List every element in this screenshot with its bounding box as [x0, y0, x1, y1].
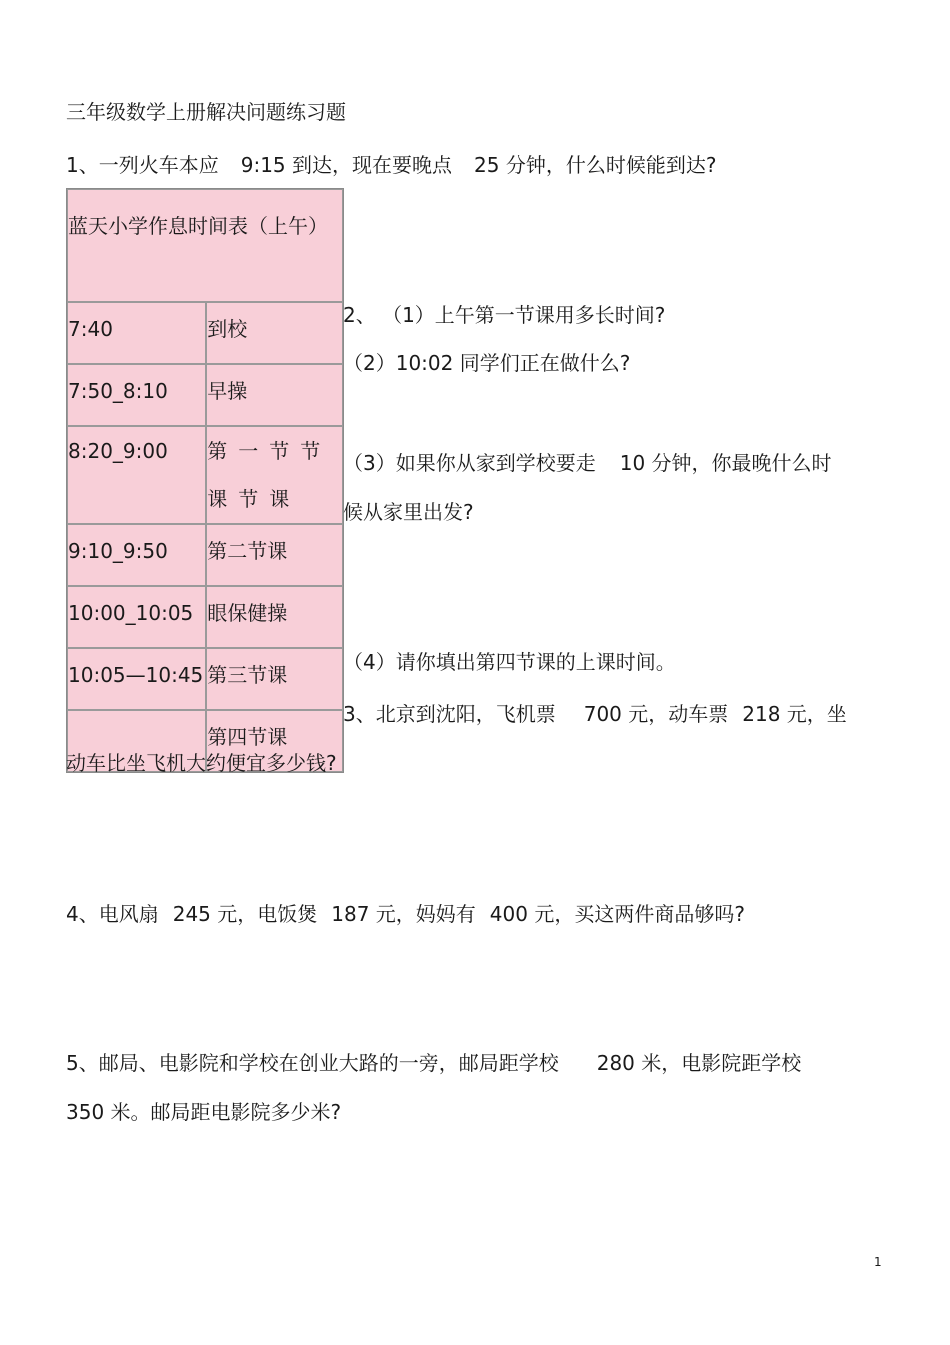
- table-row: [67, 524, 343, 586]
- schedule-activity: 到校: [206, 302, 343, 364]
- question-4: [66, 900, 745, 928]
- q3-text-c: 218 元，坐: [742, 702, 847, 726]
- table-row: [67, 426, 343, 524]
- schedule-activity: 眼保健操: [206, 586, 343, 648]
- question-3-cont: 动车比坐飞机大约便宜多少钱?: [66, 751, 337, 775]
- question-5-cont: 350 米。邮局距电影院多少米?: [66, 1100, 342, 1124]
- table-row: [67, 364, 343, 426]
- q1-text-c: 25 分钟，什么时候能到达?: [474, 153, 717, 177]
- q4-text-a: 4、电风扇: [66, 902, 159, 926]
- question-3: [343, 700, 847, 728]
- schedule-activity: 第二节课: [206, 524, 343, 586]
- q1-text-a: 1、一列火车本应: [66, 153, 219, 177]
- schedule-time: 10:05—10:45: [67, 648, 206, 710]
- q4-text-d: 400 元，买这两件商品够吗?: [489, 902, 745, 926]
- schedule-time: 7:40: [67, 302, 206, 364]
- q2-part-3: [343, 449, 832, 477]
- q5-text-a: 5、邮局、电影院和学校在创业大路的一旁，邮局距学校: [66, 1051, 559, 1075]
- q2-part-3-cont: 候从家里出发?: [343, 500, 474, 524]
- schedule-time: 9:10_9:50: [67, 524, 206, 586]
- schedule-activity: 第三节课: [206, 648, 343, 710]
- q4-text-b: 245 元，电饭煲: [172, 902, 318, 926]
- q2-part-3-a: （3）如果你从家到学校要走: [343, 451, 596, 475]
- schedule-time: 10:00_10:05: [67, 586, 206, 648]
- schedule-time: 7:50_8:10: [67, 364, 206, 426]
- schedule-title: 蓝天小学作息时间表（上午）: [67, 189, 343, 302]
- q3-text-a: 3、北京到沈阳，飞机票: [343, 702, 556, 726]
- schedule-activity: 第四节课: [206, 710, 343, 772]
- q2-part-1: 2、 （1）上午第一节课用多长时间?: [343, 303, 666, 327]
- page-title: 三年级数学上册解决问题练习题: [66, 100, 346, 124]
- schedule-table: [66, 188, 344, 773]
- question-5: [66, 1049, 801, 1077]
- q2-part-3-b: 10 分钟，你最晚什么时: [619, 451, 832, 475]
- table-row: [67, 586, 343, 648]
- q3-text-b: 700 元，动车票: [583, 702, 729, 726]
- q4-text-c: 187 元，妈妈有: [331, 902, 476, 926]
- table-row: [67, 302, 343, 364]
- question-1: [66, 151, 716, 179]
- table-header-row: [67, 189, 343, 302]
- table-row: [67, 648, 343, 710]
- schedule-activity: 第一节节课节课: [206, 426, 343, 524]
- page-number: 1: [874, 1255, 882, 1269]
- q2-part-4: （4）请你填出第四节课的上课时间。: [343, 650, 676, 674]
- schedule-activity: 早操: [206, 364, 343, 426]
- q2-part-2: （2）10:02 同学们正在做什么?: [343, 351, 631, 375]
- schedule-time: 8:20_9:00: [67, 426, 206, 524]
- q1-text-b: 9:15 到达，现在要晚点: [240, 153, 453, 177]
- q5-text-b: 280 米，电影院距学校: [596, 1051, 802, 1075]
